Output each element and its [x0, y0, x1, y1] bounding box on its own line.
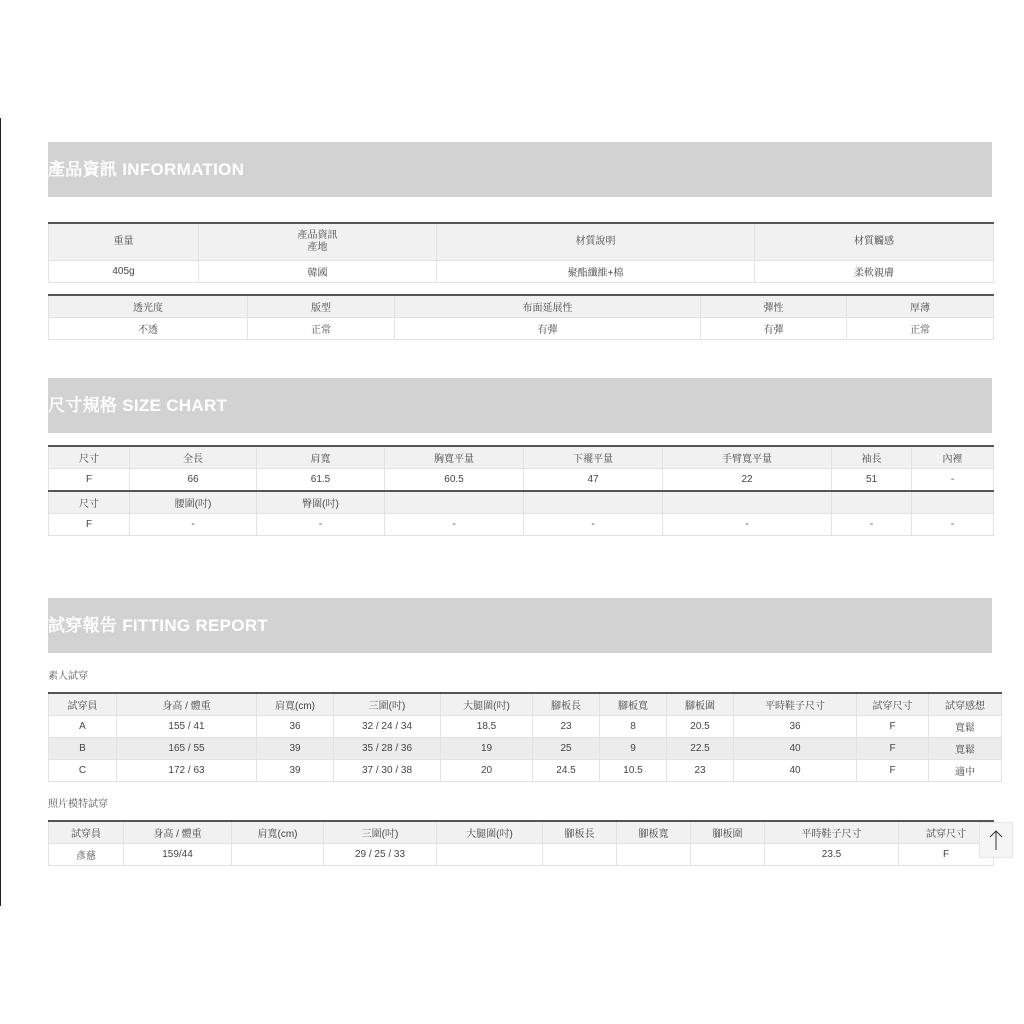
- value-stretch: 有彈: [395, 318, 701, 340]
- size-header-cell: 肩寬: [257, 446, 385, 469]
- amateur-value-cell: 8: [600, 716, 667, 738]
- size-table: [48, 445, 994, 536]
- amateur-value-cell: 19: [441, 738, 533, 760]
- amateur-value-cell: 35 / 28 / 36: [334, 738, 441, 760]
- model-header-cell: 平時鞋子尺寸: [765, 821, 899, 844]
- amateur-value-cell: 適中: [929, 760, 1002, 782]
- amateur-value-cell: F: [857, 716, 929, 738]
- model-header-cell: 試穿尺寸: [899, 821, 994, 844]
- amateur-value-cell: 32 / 24 / 34: [334, 716, 441, 738]
- size-header-cell: 胸寬平量: [385, 446, 524, 469]
- amateur-fitting-label: 素人試穿: [48, 671, 88, 682]
- amateur-header-cell: 身高 / 體重: [117, 693, 257, 716]
- info-banner: 產品資訊 INFORMATION: [48, 142, 992, 197]
- size-header-cell: [385, 491, 524, 514]
- back-to-top-button[interactable]: [979, 822, 1013, 858]
- model-value-cell: 29 / 25 / 33: [324, 844, 437, 866]
- left-border-line: [0, 118, 1, 906]
- model-header-cell: 腳板長: [543, 821, 617, 844]
- amateur-value-cell: 10.5: [600, 760, 667, 782]
- amateur-value-cell: 23: [533, 716, 600, 738]
- amateur-value-cell: 9: [600, 738, 667, 760]
- value-thickness: 正常: [847, 318, 994, 340]
- size-header-cell: [663, 491, 832, 514]
- amateur-header-cell: 試穿尺寸: [857, 693, 929, 716]
- amateur-value-cell: 165 / 55: [117, 738, 257, 760]
- value-origin: 韓國: [199, 261, 437, 283]
- header-opacity: 透光度: [49, 295, 248, 318]
- amateur-value-cell: B: [49, 738, 117, 760]
- value-opacity: 不透: [49, 318, 248, 340]
- amateur-fitting-table: [48, 692, 1002, 782]
- size-header-cell: [912, 491, 994, 514]
- amateur-value-cell: C: [49, 760, 117, 782]
- size-value-cell: 66: [130, 469, 257, 492]
- amateur-value-cell: 39: [257, 760, 334, 782]
- size-value-cell: 61.5: [257, 469, 385, 492]
- amateur-value-cell: 37 / 30 / 38: [334, 760, 441, 782]
- value-material: 聚酯纖維+棉: [437, 261, 755, 283]
- size-header-cell: 尺寸: [49, 491, 130, 514]
- info-table-2: [48, 294, 994, 340]
- model-value-cell: 23.5: [765, 844, 899, 866]
- amateur-value-cell: 36: [734, 716, 857, 738]
- size-header-cell: [524, 491, 663, 514]
- size-header-cell: 全長: [130, 446, 257, 469]
- value-elasticity: 有彈: [701, 318, 847, 340]
- amateur-value-cell: 39: [257, 738, 334, 760]
- model-value-cell: [691, 844, 765, 866]
- size-value-cell: -: [130, 514, 257, 536]
- size-header-cell: [832, 491, 912, 514]
- size-header-cell: 腰圍(吋): [130, 491, 257, 514]
- model-fitting-label: 照片模特試穿: [48, 799, 108, 810]
- model-value-cell: [437, 844, 543, 866]
- size-value-cell: F: [49, 469, 130, 492]
- size-value-cell: F: [49, 514, 130, 536]
- amateur-value-cell: 20.5: [667, 716, 734, 738]
- amateur-header-cell: 腳板長: [533, 693, 600, 716]
- amateur-header-cell: 肩寬(cm): [257, 693, 334, 716]
- size-value-cell: 22: [663, 469, 832, 492]
- amateur-value-cell: F: [857, 760, 929, 782]
- amateur-value-cell: 40: [734, 738, 857, 760]
- size-value-cell: -: [912, 469, 994, 492]
- model-fitting-table: [48, 820, 994, 866]
- value-texture: 柔軟親膚: [755, 261, 994, 283]
- size-header-cell: 尺寸: [49, 446, 130, 469]
- header-product-info: 產品資訊: [297, 230, 338, 241]
- amateur-header-cell: 腳板圍: [667, 693, 734, 716]
- model-header-cell: 腳板圍: [691, 821, 765, 844]
- model-value-cell: 彥慈: [49, 844, 124, 866]
- size-header-cell: 手臂寬平量: [663, 446, 832, 469]
- amateur-value-cell: 24.5: [533, 760, 600, 782]
- size-header-cell: 袖長: [832, 446, 912, 469]
- size-value-cell: -: [524, 514, 663, 536]
- model-value-cell: 159/44: [124, 844, 232, 866]
- model-value-cell: [543, 844, 617, 866]
- header-material: 材質說明: [437, 223, 755, 261]
- model-header-cell: 身高 / 體重: [124, 821, 232, 844]
- amateur-value-cell: 寬鬆: [929, 716, 1002, 738]
- amateur-header-cell: 試穿員: [49, 693, 117, 716]
- amateur-value-cell: 155 / 41: [117, 716, 257, 738]
- model-header-cell: 大腿圍(吋): [437, 821, 543, 844]
- value-fit: 正常: [248, 318, 395, 340]
- size-value-cell: 51: [832, 469, 912, 492]
- amateur-value-cell: 172 / 63: [117, 760, 257, 782]
- size-header-cell: 臀圍(吋): [257, 491, 385, 514]
- info-table-1: [48, 222, 994, 283]
- amateur-value-cell: 18.5: [441, 716, 533, 738]
- header-texture: 材質觸感: [755, 223, 994, 261]
- size-value-cell: -: [257, 514, 385, 536]
- size-value-cell: -: [832, 514, 912, 536]
- header-thickness: 厚薄: [847, 295, 994, 318]
- size-value-cell: -: [912, 514, 994, 536]
- amateur-header-cell: 大腿圍(吋): [441, 693, 533, 716]
- fitting-banner: 試穿報告 FITTING REPORT: [48, 598, 992, 653]
- model-header-cell: 試穿員: [49, 821, 124, 844]
- header-origin: 產地: [307, 242, 328, 253]
- amateur-value-cell: 22.5: [667, 738, 734, 760]
- amateur-value-cell: 20: [441, 760, 533, 782]
- amateur-value-cell: 寬鬆: [929, 738, 1002, 760]
- size-value-cell: 47: [524, 469, 663, 492]
- size-header-cell: 內裡: [912, 446, 994, 469]
- amateur-header-cell: 平時鞋子尺寸: [734, 693, 857, 716]
- size-value-cell: 60.5: [385, 469, 524, 492]
- amateur-value-cell: 40: [734, 760, 857, 782]
- amateur-header-cell: 腳板寬: [600, 693, 667, 716]
- amateur-value-cell: 36: [257, 716, 334, 738]
- value-weight: 405g: [49, 261, 199, 283]
- arrow-up-icon: [988, 828, 1004, 852]
- model-value-cell: F: [899, 844, 994, 866]
- header-fit: 版型: [248, 295, 395, 318]
- header-elasticity: 彈性: [701, 295, 847, 318]
- amateur-header-cell: 三圍(吋): [334, 693, 441, 716]
- model-value-cell: [232, 844, 324, 866]
- size-banner: 尺寸規格 SIZE CHART: [48, 378, 992, 433]
- size-value-cell: -: [385, 514, 524, 536]
- model-header-cell: 三圍(吋): [324, 821, 437, 844]
- size-value-cell: -: [663, 514, 832, 536]
- header-weight: 重量: [49, 223, 199, 261]
- model-header-cell: 肩寬(cm): [232, 821, 324, 844]
- model-header-cell: 腳板寬: [617, 821, 691, 844]
- header-stretch: 布面延展性: [395, 295, 701, 318]
- amateur-header-cell: 試穿感想: [929, 693, 1002, 716]
- size-header-cell: 下襬平量: [524, 446, 663, 469]
- amateur-value-cell: A: [49, 716, 117, 738]
- amateur-value-cell: 25: [533, 738, 600, 760]
- model-value-cell: [617, 844, 691, 866]
- header-product-origin: [199, 223, 437, 261]
- amateur-value-cell: 23: [667, 760, 734, 782]
- amateur-value-cell: F: [857, 738, 929, 760]
